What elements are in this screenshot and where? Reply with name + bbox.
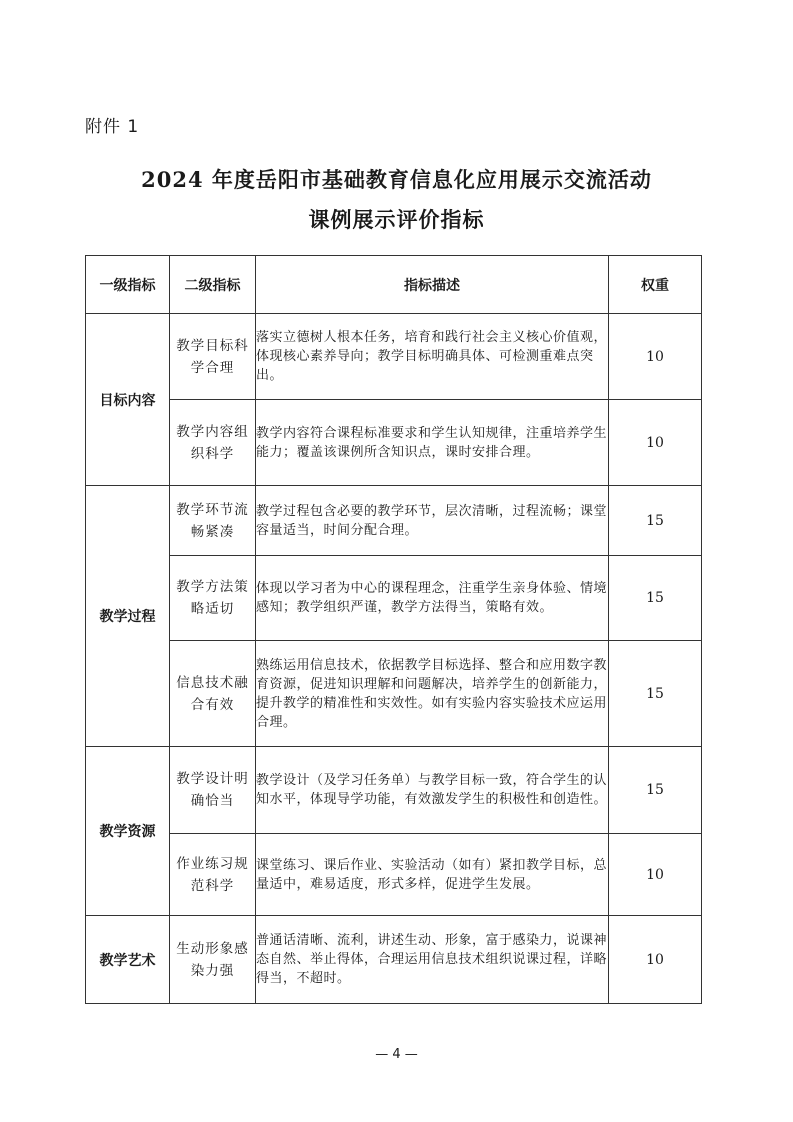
level2-cell: 教学环节流畅紧凑 [170, 486, 256, 556]
level2-cell: 教学设计明确恰当 [170, 747, 256, 834]
document-title-line2: 课例展示评价指标 [308, 207, 485, 232]
description-cell: 教学设计（及学习任务单）与教学目标一致，符合学生的认知水平，体现导学功能，有效激发学生的积极性和创造性。 [256, 747, 609, 834]
level1-cell: 教学过程 [86, 486, 170, 747]
description-cell: 教学过程包含必要的教学环节，层次清晰，过程流畅；课堂容量适当，时间分配合理。 [256, 486, 609, 556]
level2-cell: 生动形象感染力强 [170, 916, 256, 1004]
description-cell: 熟练运用信息技术，依据教学目标选择、整合和应用数字教育资源，促进知识理解和问题解决，培养学生的创新能力，提升教学的精准性和实效性。如有实验内容实验技术应运用合理。 [256, 641, 609, 747]
level2-cell: 信息技术融合有效 [170, 641, 256, 747]
level1-cell: 教学艺术 [86, 916, 170, 1004]
level2-cell: 作业练习规范科学 [170, 834, 256, 916]
header-description: 指标描述 [256, 256, 609, 314]
weight-cell: 10 [609, 314, 702, 400]
header-level1: 一级指标 [86, 256, 170, 314]
weight-cell: 15 [609, 486, 702, 556]
evaluation-table [85, 255, 702, 1004]
table-row [86, 556, 702, 641]
table-row [86, 747, 702, 834]
document-title-line1: 2024 年度岳阳市基础教育信息化应用展示交流活动 [141, 167, 652, 192]
weight-cell: 10 [609, 916, 702, 1004]
weight-cell: 15 [609, 641, 702, 747]
table-row [86, 641, 702, 747]
table-row [86, 400, 702, 486]
page-number: — 4 — [375, 1047, 418, 1062]
level2-cell: 教学方法策略适切 [170, 556, 256, 641]
description-cell: 体现以学习者为中心的课程理念，注重学生亲身体验、情境感知；教学组织严谨，教学方法得当，策略有效。 [256, 556, 609, 641]
table-header-row [86, 256, 702, 314]
level2-cell: 教学内容组织科学 [170, 400, 256, 486]
description-cell: 教学内容符合课程标准要求和学生认知规律，注重培养学生能力；覆盖该课例所含知识点，课时安排合理。 [256, 400, 609, 486]
header-weight: 权重 [609, 256, 702, 314]
header-level2: 二级指标 [170, 256, 256, 314]
description-cell: 普通话清晰、流利，讲述生动、形象，富于感染力，说课神态自然、举止得体，合理运用信息技术组织说课过程，详略得当，不超时。 [256, 916, 609, 1004]
table-row [86, 916, 702, 1004]
description-cell: 课堂练习、课后作业、实验活动（如有）紧扣教学目标，总量适中，难易适度，形式多样，促进学生发展。 [256, 834, 609, 916]
weight-cell: 15 [609, 747, 702, 834]
level1-cell: 目标内容 [86, 314, 170, 486]
weight-cell: 10 [609, 834, 702, 916]
weight-cell: 10 [609, 400, 702, 486]
weight-cell: 15 [609, 556, 702, 641]
table-row [86, 834, 702, 916]
attachment-label: 附件 1 [85, 117, 140, 137]
level2-cell: 教学目标科学合理 [170, 314, 256, 400]
table-row [86, 314, 702, 400]
description-cell: 落实立德树人根本任务，培育和践行社会主义核心价值观，体现核心素养导向；教学目标明确具体、可检测重难点突出。 [256, 314, 609, 400]
level1-cell: 教学资源 [86, 747, 170, 916]
table-row [86, 486, 702, 556]
